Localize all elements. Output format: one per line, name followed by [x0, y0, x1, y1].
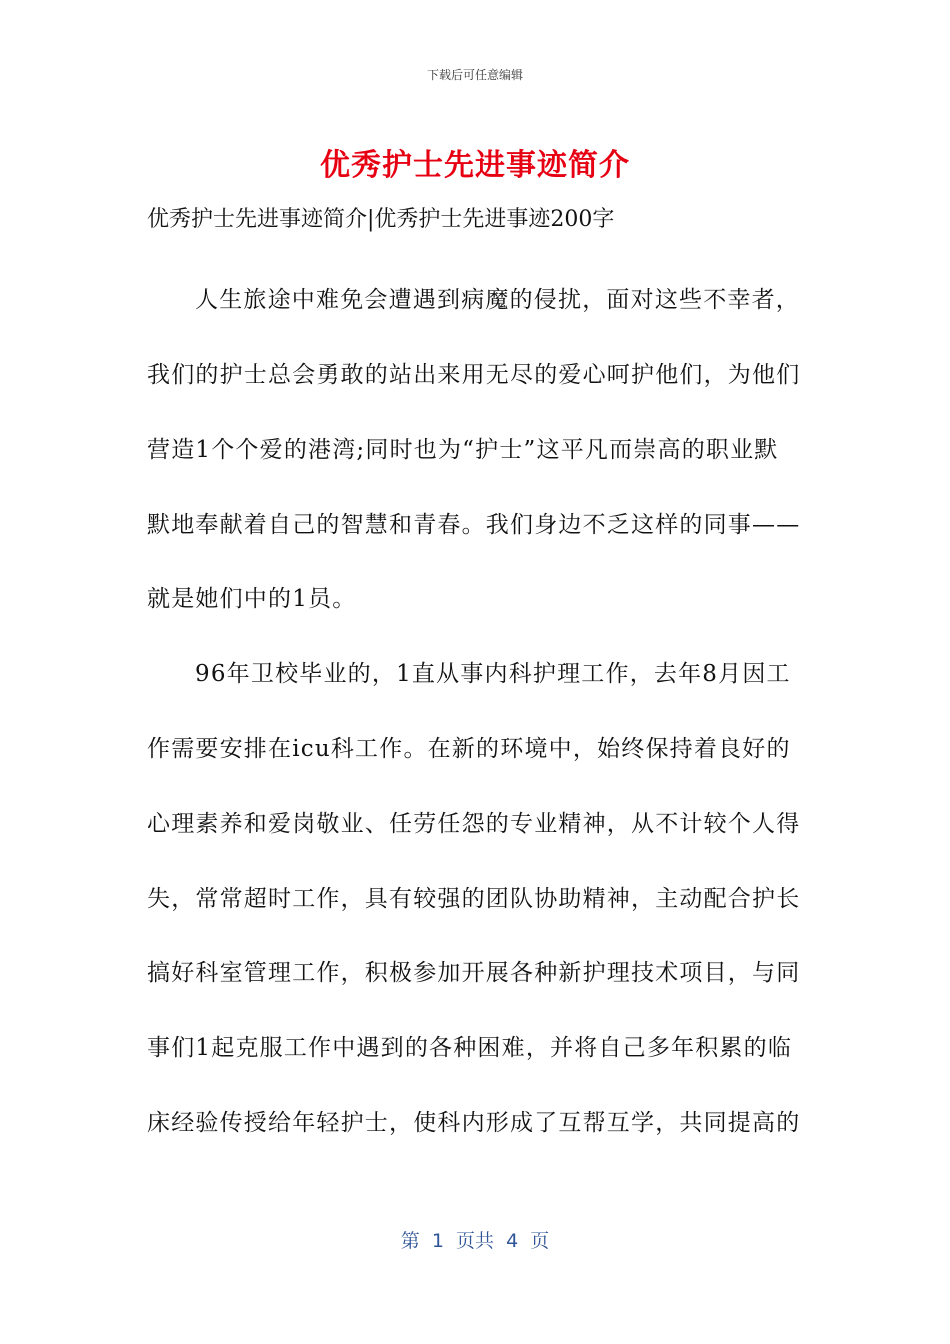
paragraph-1-line-2: 我们的护士总会勇敢的站出来用无尽的爱心呵护他们，为他们	[147, 362, 801, 388]
document-subtitle: 优秀护士先进事迹简介|优秀护士先进事迹200字	[147, 207, 615, 232]
paragraph-2-line-6: 事们1起克服工作中遇到的各种困难，并将自己多年积累的临	[147, 1035, 793, 1061]
header-note: 下载后可任意编辑	[426, 68, 523, 82]
document-title: 优秀护士先进事迹简介	[320, 148, 630, 183]
paragraph-1-line-1: 人生旅途中难免会遭遇到病魔的侵扰，面对这些不幸者，	[195, 287, 800, 313]
paragraph-2-line-3: 心理素养和爱岗敬业、任劳任怨的专业精神，从不计较个人得	[147, 811, 801, 837]
paragraph-1-line-3: 营造1个个爱的港湾;同时也为“护士”这平凡而崇高的职业默	[147, 437, 779, 463]
paragraph-2-line-1: 96年卫校毕业的，1直从事内科护理工作，去年8月因工	[195, 661, 791, 687]
paragraph-2-line-2: 作需要安排在icu科工作。在新的环境中，始终保持着良好的	[147, 736, 791, 762]
paragraph-2-line-4: 失，常常超时工作，具有较强的团队协助精神，主动配合护长	[147, 886, 801, 912]
paragraph-2-line-7: 床经验传授给年轻护士，使科内形成了互帮互学，共同提高的	[147, 1110, 801, 1136]
paragraph-2-line-5: 搞好科室管理工作，积极参加开展各种新护理技术项目，与同	[147, 960, 801, 986]
paragraph-1-line-5: 就是她们中的1员。	[147, 586, 357, 612]
paragraph-1-line-4: 默地奉献着自己的智慧和青春。我们身边不乏这样的同事——	[147, 512, 801, 538]
page-footer: 第 1 页共 4 页	[400, 1230, 550, 1252]
